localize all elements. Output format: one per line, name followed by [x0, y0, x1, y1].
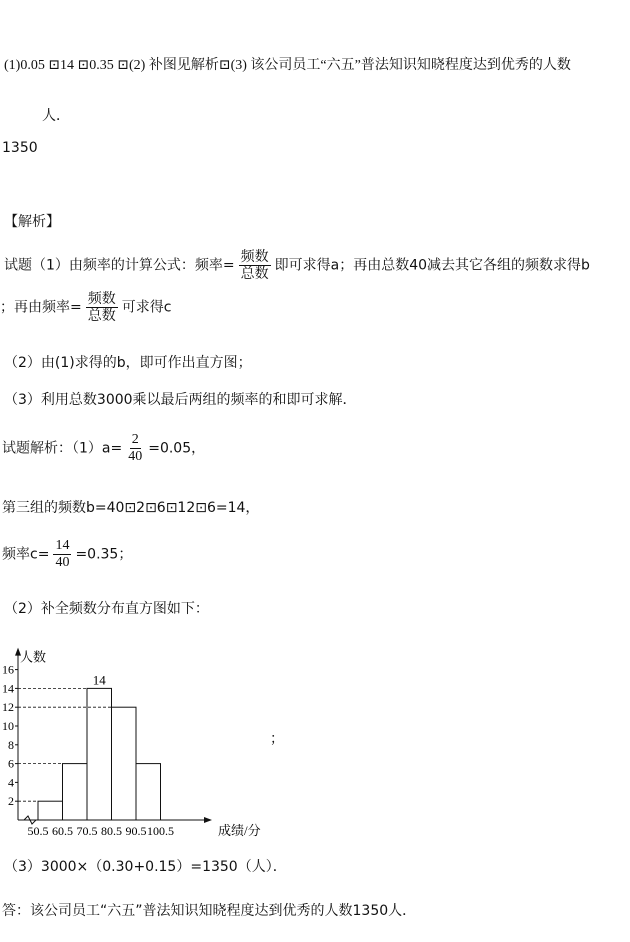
fraction-denominator: 40	[128, 449, 143, 465]
x-tick-label: 60.5	[52, 824, 73, 838]
solution-part-2: （2）补全频数分布直方图如下：	[4, 601, 209, 617]
frequency-fraction	[239, 249, 271, 282]
y-axis-label: 人数	[20, 649, 47, 665]
solution-b: 第三组的频数b=40⊡2⊡6⊡12⊡6=14，	[2, 500, 260, 516]
answer-unit: 人．	[42, 108, 70, 124]
y-tick-label: 8	[8, 737, 14, 752]
y-tick-label: 6	[8, 756, 14, 771]
histogram-bar	[63, 764, 88, 820]
y-tick-label: 10	[2, 719, 14, 733]
c-fraction	[53, 538, 71, 571]
answer-line: (1)0.05 ⊡14 ⊡0.35 ⊡(2) 补图见解析⊡(3) 该公司员工“六五”普法知识知晓程度达到优秀的人数	[4, 58, 571, 73]
solution-c	[2, 538, 132, 571]
analysis-heading: 【解析】	[4, 214, 60, 230]
solution-part-1	[2, 432, 205, 465]
fraction-denominator: 40	[55, 555, 70, 571]
x-axis-label: 成绩/分	[218, 823, 261, 838]
y-tick-label: 12	[2, 700, 14, 715]
x-tick-label: 80.5	[101, 824, 122, 838]
trailing-semicolon: ；	[270, 731, 284, 747]
y-tick-label: 2	[8, 794, 14, 809]
fraction-numerator: 2	[130, 432, 141, 449]
analysis-step-2-pre: ；再由频率=	[0, 299, 82, 316]
y-tick-label: 4	[8, 775, 14, 790]
frequency-fraction-2	[86, 291, 118, 324]
histogram-bar	[112, 707, 137, 820]
solution-c-post: =0.35；	[75, 546, 133, 563]
solution-part-1-pre: 试题解析：（1）a=	[2, 440, 123, 457]
fraction-numerator: 14	[53, 538, 71, 555]
x-tick-label: 90.5	[125, 824, 147, 838]
solution-c-pre: 频率c=	[2, 546, 50, 563]
answer-value: 1350	[2, 140, 38, 156]
final-answer: 答：该公司员工“六五”普法知识知晓程度达到优秀的人数1350人．	[2, 903, 417, 919]
fraction-numerator: 频数	[240, 249, 269, 265]
histogram-bar	[136, 764, 161, 820]
analysis-step-2	[0, 291, 171, 324]
a-fraction	[126, 432, 144, 465]
analysis-step-2-post: 可求得c	[121, 299, 172, 316]
fraction-numerator: 频数	[87, 291, 116, 307]
x-tick-label: 70.5	[76, 824, 98, 838]
analysis-step-1-post: 即可求得a；再由总数40减去其它各组的频数求得b	[274, 257, 590, 274]
x-tick-label: 100.5	[147, 824, 174, 838]
x-axis-arrow	[204, 817, 212, 823]
solution-part-3: （3）3000×（0.30+0.15）=1350（人）．	[4, 859, 287, 875]
fraction-denominator: 总数	[87, 308, 116, 325]
histogram-chart	[0, 630, 300, 840]
histogram-bar	[87, 688, 112, 820]
y-tick-label: 14	[2, 681, 14, 696]
analysis-step-4: （3）利用总数3000乘以最后两组的频率的和即可求解．	[4, 392, 357, 408]
fraction-denominator: 总数	[240, 266, 269, 283]
y-tick-label: 16	[2, 662, 14, 677]
histogram-bar	[38, 801, 63, 820]
x-tick-label: 50.5	[27, 824, 49, 838]
analysis-step-3: （2）由(1)求得的b，即可作出直方图；	[4, 355, 252, 371]
analysis-step-1-pre: 试题（1）由频率的计算公式：频率=	[4, 257, 235, 274]
analysis-step-1	[4, 249, 590, 282]
bar-value-label: 14	[92, 672, 106, 688]
solution-part-1-post: =0.05，	[148, 440, 206, 457]
